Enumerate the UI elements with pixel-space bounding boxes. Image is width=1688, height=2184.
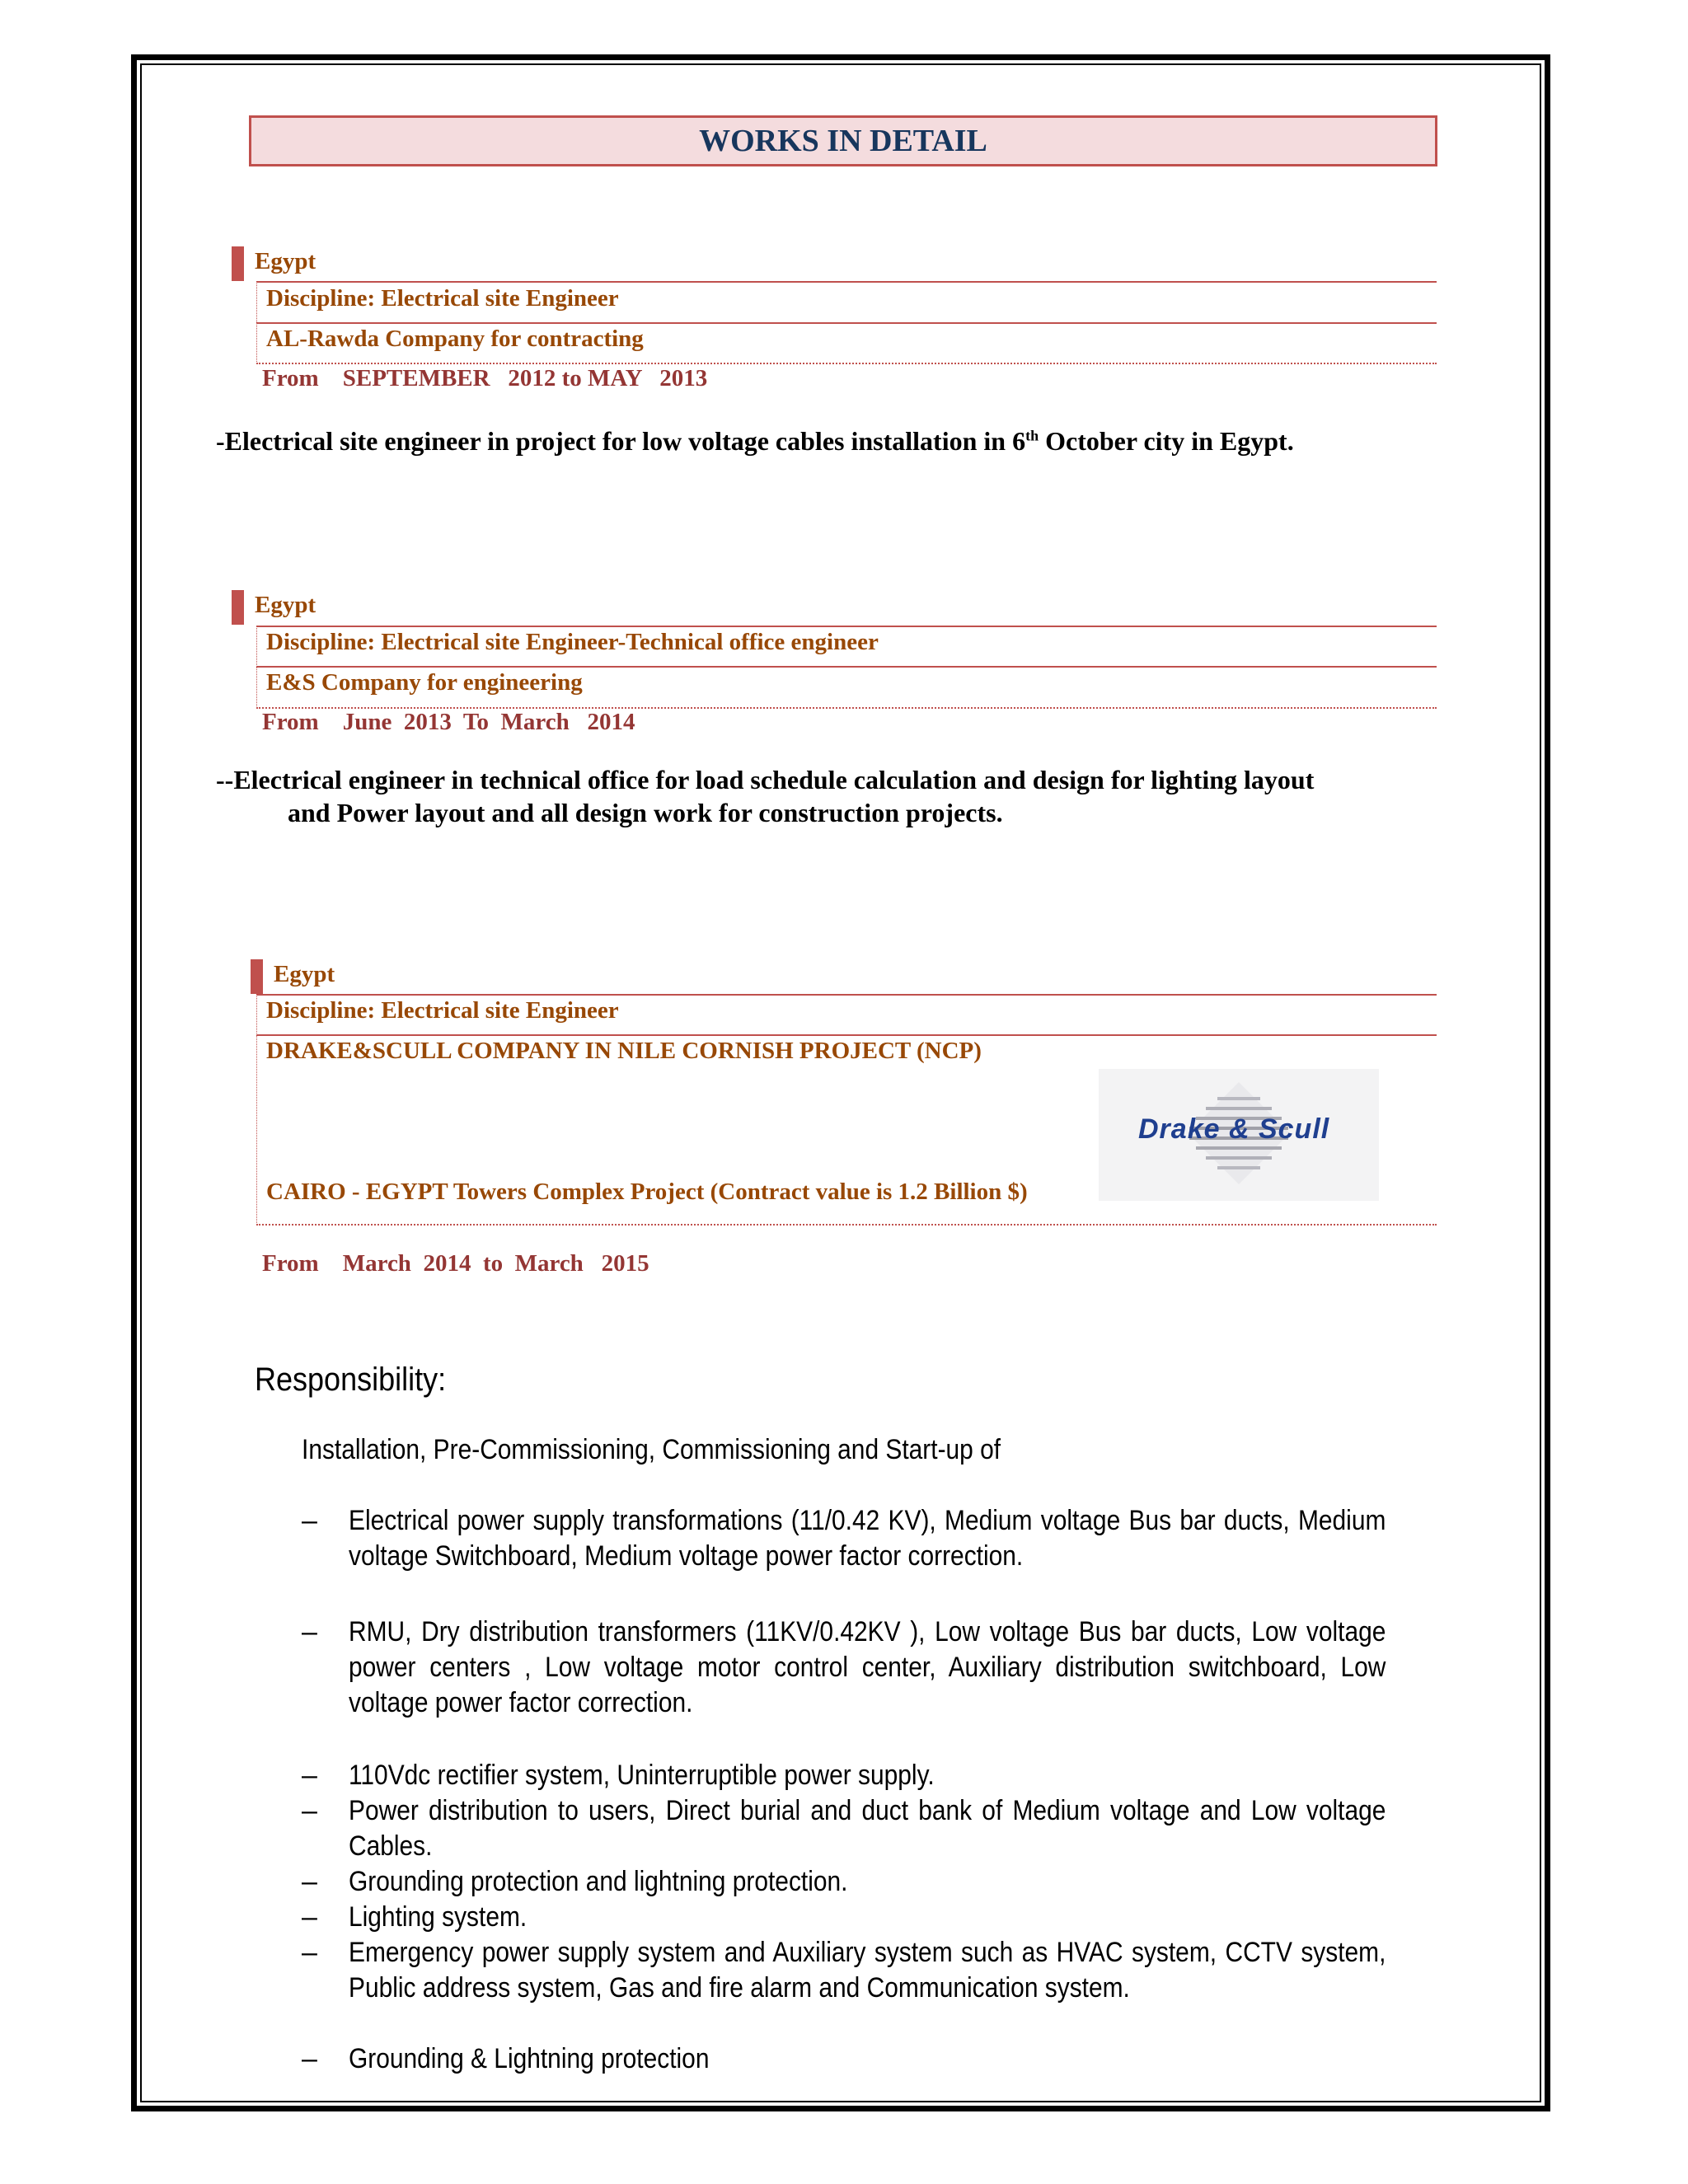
entry-marker (232, 246, 244, 281)
entry-project: CAIRO - EGYPT Towers Complex Project (Contract value is 1.2 Billion $) (266, 1179, 1028, 1205)
entry-dates: From June 2013 To March 2014 (262, 709, 635, 735)
responsibility-intro: Installation, Pre-Commissioning, Commissioning and Start-up of (302, 1434, 1001, 1465)
divider (256, 994, 1437, 996)
list-item-text: Grounding protection and lightning protection. (349, 1866, 848, 1897)
logo-text: Drake & Scull (1138, 1113, 1330, 1145)
bullet-dash: – (302, 1866, 317, 1897)
divider (256, 322, 1437, 324)
entry-description-line-2: and Power layout and all design work for construction projects. (288, 798, 1003, 827)
list-item-text: 110Vdc rectifier system, Uninterruptible power supply. (349, 1760, 935, 1791)
entry-dates: From SEPTEMBER 2012 to MAY 2013 (262, 365, 708, 391)
company-logo (1099, 1069, 1379, 1201)
entry-company: E&S Company for engineering (266, 669, 583, 696)
list-item-text: Grounding & Lightning protection (349, 2043, 710, 2074)
entry-description-line-1: --Electrical engineer in technical office for load schedule calculation and design for lighting layout (216, 765, 1315, 794)
entry-description: -Electrical site engineer in project for low voltage cables installation in 6th October city in Egypt. (216, 426, 1294, 456)
entry-country: Egypt (255, 592, 316, 618)
bullet-dash: – (302, 2043, 317, 2074)
entry-company: AL-Rawda Company for contracting (266, 326, 644, 352)
divider (256, 666, 1437, 668)
bullet-dash: – (302, 1937, 317, 1968)
bullet-dash: – (302, 1505, 317, 1536)
entry-discipline: Discipline: Electrical site Engineer (266, 997, 619, 1024)
divider (256, 281, 1437, 283)
list-item-text: Power distribution to users, Direct burial and duct bank of Medium voltage and Low voltage Cables. (349, 1795, 1386, 1862)
divider (256, 626, 1437, 627)
bullet-dash: – (302, 1901, 317, 1933)
divider (256, 363, 1437, 364)
bullet-dash: – (302, 1616, 317, 1647)
entry-country: Egypt (255, 248, 316, 274)
divider (256, 1034, 1437, 1036)
entry-country: Egypt (274, 961, 335, 987)
entry-marker (251, 959, 263, 994)
responsibility-heading: Responsibility: (255, 1361, 447, 1398)
page-title: WORKS IN DETAIL (249, 115, 1437, 166)
entry-discipline: Discipline: Electrical site Engineer-Technical office engineer (266, 629, 879, 655)
bullet-dash: – (302, 1795, 317, 1826)
entry-discipline: Discipline: Electrical site Engineer (266, 285, 619, 312)
list-item-text: Lighting system. (349, 1901, 528, 1933)
list-item-text: Emergency power supply system and Auxiliary system such as HVAC system, CCTV system, Public address system, Gas and fire alarm and Communication system. (349, 1937, 1386, 2004)
divider (256, 994, 257, 1225)
bullet-dash: – (302, 1760, 317, 1791)
divider (256, 1224, 1437, 1226)
list-item-text: Electrical power supply transformations (11/0.42 KV), Medium voltage Bus bar ducts, Medium voltage Switchboard, Medium voltage power factor correction. (349, 1505, 1386, 1572)
list-item-text: RMU, Dry distribution transformers (11KV/0.42KV ), Low voltage Bus bar ducts, Low voltage power centers , Low voltage motor control center, Auxiliary distribution switchboard, Low voltage power factor correction. (349, 1616, 1386, 1718)
entry-marker (232, 590, 244, 625)
entry-company: DRAKE&SCULL COMPANY IN NILE CORNISH PROJECT (NCP) (266, 1038, 982, 1064)
entry-dates: From March 2014 to March 2015 (262, 1250, 649, 1277)
